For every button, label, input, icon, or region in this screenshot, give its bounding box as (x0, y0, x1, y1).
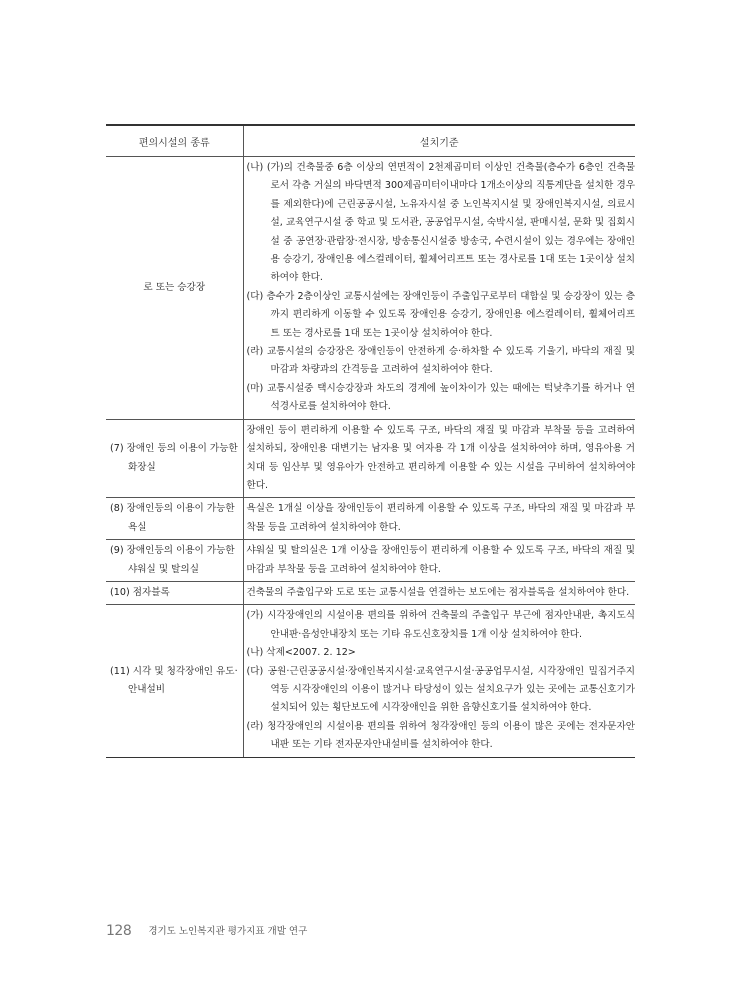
category-label: (8) 장애인등의 이용이 가능한 욕실 (110, 503, 235, 533)
category-cell (106, 605, 243, 757)
page-footer (106, 920, 307, 940)
category-label: 로 또는 승강장 (143, 281, 206, 293)
criteria-cell (243, 498, 635, 540)
header-installation-standard: 설치기준 (243, 125, 635, 157)
category-cell (106, 540, 243, 582)
criteria-cell (243, 605, 635, 757)
table-row (106, 540, 635, 582)
category-cell (106, 581, 243, 604)
page-number: 128 (106, 923, 132, 939)
criteria-item: (라) 교통시설의 승강장은 장애인등이 안전하게 승·하차할 수 있도록 기울기, 바닥의 재질 및 마감과 차량과의 간격등을 고려하여 설치하여야 한다. (246, 346, 635, 376)
facility-standards-table (106, 124, 635, 758)
criteria-item: (마) 교통시설중 택시승강장과 차도의 경계에 높이차이가 있는 때에는 턱낮추기를 하거나 연석경사로를 설치하여야 한다. (246, 382, 635, 413)
category-label: (7) 장애인 등의 이용이 가능한 화장실 (110, 443, 238, 473)
criteria-cell (243, 157, 635, 420)
running-title: 경기도 노인복지관 평가지표 개발 연구 (148, 926, 308, 937)
category-cell (106, 498, 243, 540)
table-row (106, 498, 635, 540)
criteria-item: (다) 층수가 2층이상인 교통시설에는 장애인등이 주출입구로부터 대합실 및 승강장이 있는 층까지 편리하게 이동할 수 있도록 장애인용 승강기, 장애인용 에스컬레이터, 휠체어리프트 또는 경사로를 1대 또는 1곳이상 설치하여야 한다. (246, 290, 635, 339)
category-cell (106, 419, 243, 498)
criteria-cell (243, 581, 635, 604)
table-row (106, 157, 635, 420)
category-label: (10) 점자블록 (110, 586, 170, 598)
criteria-cell (243, 419, 635, 498)
category-cell (106, 157, 243, 420)
criteria-item: (나) (가)의 건축물중 6층 이상의 연면적이 2천제곱미터 이상인 건축물(층수가 6층인 건축물로서 각층 거실의 바닥면적 300제곱미터이내마다 1개소이상의 직통계단을 설치한 경우를 제외한다)에 근린공공시설, 노유자시설 중 노인복지시설 및 장애인복지시설, 의료시설, 교육연구시설 중 학교 및 도서관, 공공업무시설, 숙박시설, 판매시설, 문화 및 집회시설 중 공연장·관람장·전시장, 방송통신시설중 방송국, 수련시설이 있는 경우에는 장애인용 승강기, 장애인용 에스컬레이터, 휠체어리프트 또는 경사로를 1대 또는 1곳이상 설치하여야 한다. (246, 162, 635, 284)
category-label: (11) 시각 및 청각장애인 유도·안내설비 (110, 665, 238, 695)
criteria-item: (가) 시각장애인의 시설이용 편의를 위하여 건축물의 주출입구 부근에 점자안내판, 촉지도식 안내판·음성안내장치 또는 기타 유도신호장치를 1개 이상 설치하여야 한다. (246, 610, 635, 640)
header-facility-type: 편의시설의 종류 (106, 125, 243, 157)
criteria-item: (다) 공원·근린공공시설·장애인복지시설·교육연구시설·공공업무시설, 시각장애인 밀집거주지역등 시각장애인의 이용이 많거나 타당성이 있는 설치요구가 있는 곳에는 교통신호기가 설치되어 있는 횡단보도에 시각장애인을 위한 음향신호기를 설치하여야 한다. (246, 665, 635, 714)
criteria-item: (라) 청각장애인의 시설이용 편의를 위하여 청각장애인 등의 이용이 많은 곳에는 전자문자안내판 또는 기타 전자문자안내설비를 설치하여야 한다. (246, 720, 635, 751)
table-row (106, 581, 635, 604)
criteria-text: 욕실은 1개실 이상을 장애인등이 편리하게 이용할 수 있도록 구조, 바닥의 재질 및 마감과 부착물 등을 고려하여 설치하여야 한다. (246, 503, 635, 533)
table-header-row (106, 125, 635, 157)
criteria-text: 장애인 등이 편리하게 이용할 수 있도록 구조, 바닥의 재질 및 마감과 부착물 등을 고려하여 설치하되, 장애인용 대변기는 남자용 및 여자용 각 1개 이상을 설치하여야 하며, 영유아용 거치대 등 임산부 및 영유아가 안전하고 편리하게 이용할 수 있는 시설을 구비하여 설치하여야 한다. (246, 424, 635, 491)
category-label: (9) 장애인등의 이용이 가능한 샤워실 및 탈의실 (110, 545, 235, 575)
criteria-text: 건축물의 주출입구와 도로 또는 교통시설을 연결하는 보도에는 점자블록을 설치하여야 한다. (246, 586, 630, 598)
table-row (106, 605, 635, 757)
table-row (106, 419, 635, 498)
criteria-item: (나) 삭제<2007. 2. 12> (246, 647, 356, 659)
criteria-cell (243, 540, 635, 582)
criteria-text: 샤워실 및 탈의실은 1개 이상을 장애인등이 편리하게 이용할 수 있도록 구조, 바닥의 재질 및 마감과 부착물 등을 고려하여 설치하여야 한다. (246, 545, 635, 575)
